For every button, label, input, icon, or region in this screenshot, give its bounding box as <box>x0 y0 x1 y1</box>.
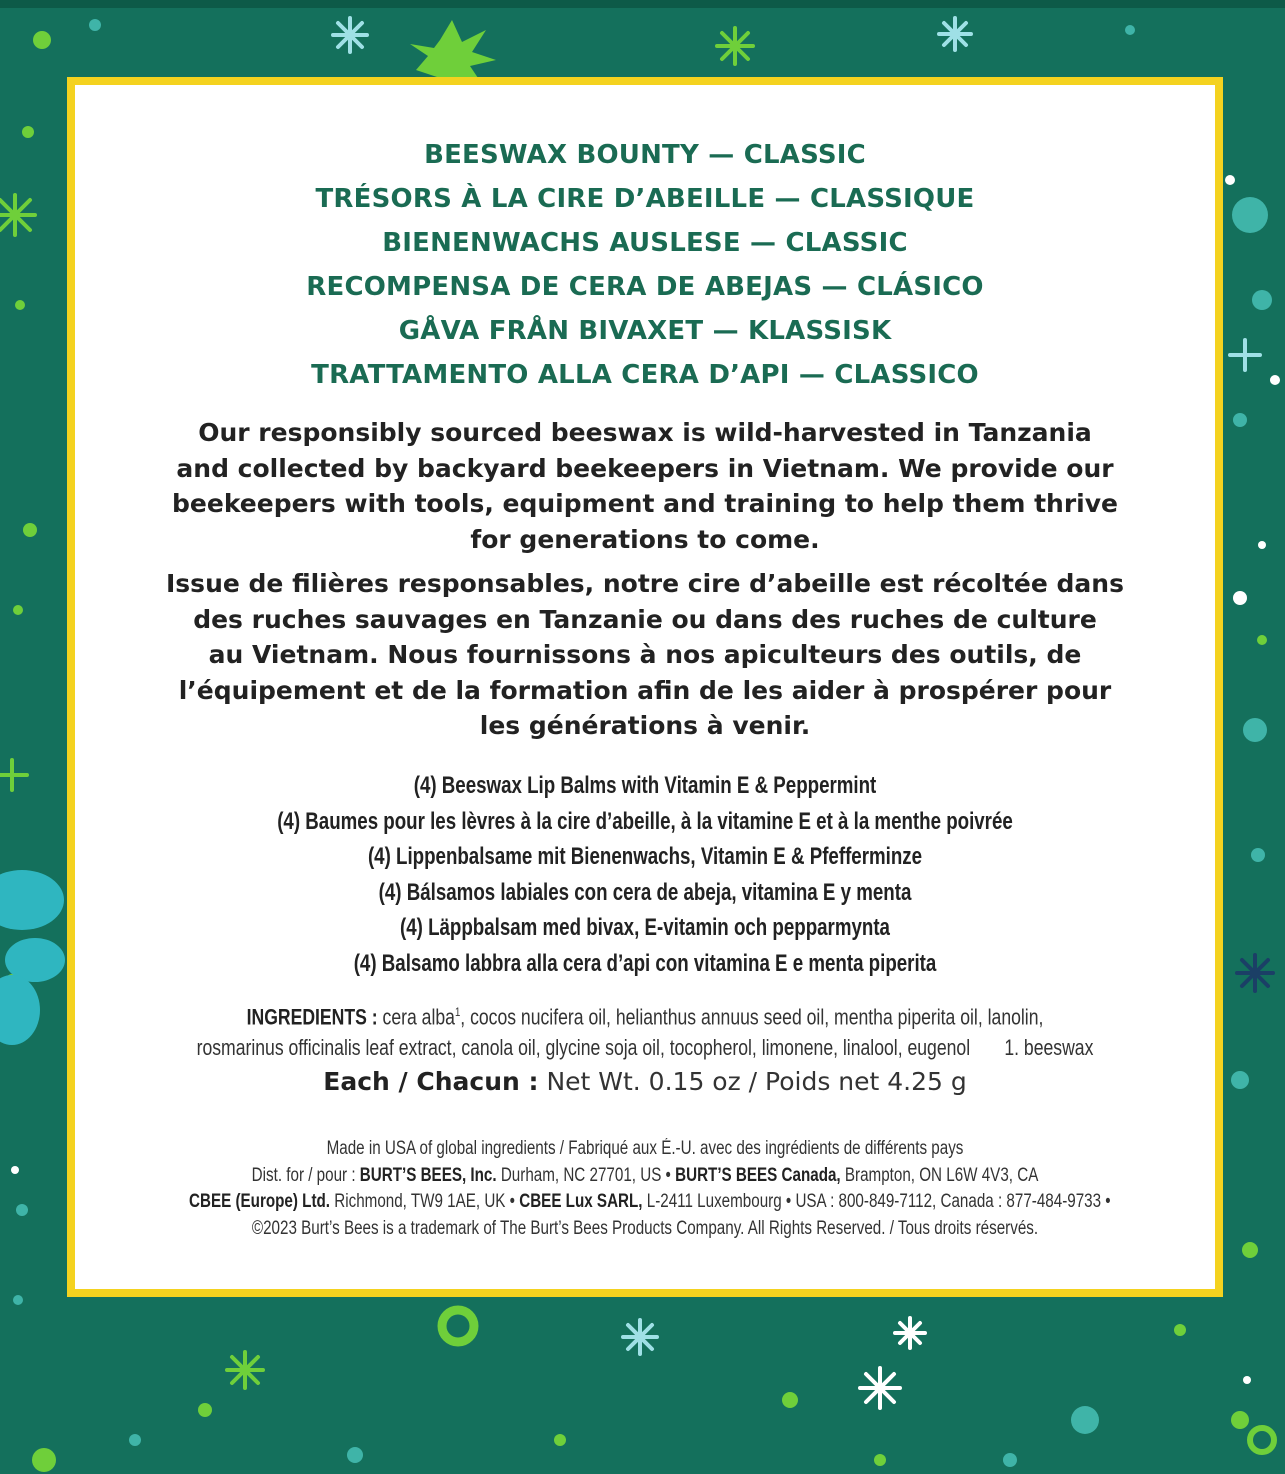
ingredients-footnote: 1. beeswax <box>1004 1035 1094 1060</box>
product-line-es: (4) Bálsamos labiales con cera de abeja, vitamina E y menta <box>378 878 912 906</box>
ingredients-block <box>75 994 1215 1066</box>
product-line-de: (4) Lippenbalsame mit Bienenwachs, Vitamin E & Pfefferminze <box>367 843 923 870</box>
ingredients-label: INGREDIENTS : <box>246 1004 378 1030</box>
ingredients-text: , cocos nucifera oil, helianthus annuus seed oil, mentha piperita oil, lanolin, <box>460 1004 1044 1030</box>
description-line: and collected by backyard beekeepers in Vietnam. We provide our <box>176 453 1114 483</box>
legal-distributor <box>189 1163 1101 1190</box>
title-en: BEESWAX BOUNTY — CLASSIC <box>424 140 866 170</box>
legal-company: CBEE Lux SARL, <box>519 1191 643 1212</box>
label-panel <box>67 77 1223 1297</box>
net-weight-label: Each / Chacun : <box>323 1067 539 1096</box>
product-contents-list <box>75 768 1215 981</box>
legal-info <box>75 1136 1215 1242</box>
description-line: Our responsibly sourced beeswax is wild-harvested in Tanzania <box>198 418 1092 447</box>
ingredient-first: cera alba <box>382 1004 455 1030</box>
description-line: des ruches sauvages en Tanzanie ou dans des ruches de culture <box>193 604 1097 634</box>
description-line: Issue de filières responsables, notre cire d’abeille est récoltée dans <box>166 569 1124 598</box>
product-line-sv: (4) Läppbalsam med bivax, E-vitamin och pepparmynta <box>400 914 890 941</box>
title-fr: TRÉSORS À LA CIRE D’ABEILLE — CLASSIQUE <box>315 184 975 214</box>
legal-text: Brampton, ON L6W 4V3, CA <box>840 1164 1039 1186</box>
legal-company: CBEE (Europe) Ltd. <box>189 1191 331 1212</box>
description-line: for generations to come. <box>470 524 820 554</box>
product-line-fr: (4) Baumes pour les lèvres à la cire d’abeille, à la vitamine E et à la menthe poivrée <box>277 807 1013 835</box>
legal-europe <box>189 1189 1111 1216</box>
net-weight-value: Net Wt. 0.15 oz / Poids net 4.25 g <box>546 1067 967 1096</box>
ingredients-line-1 <box>189 994 1101 1030</box>
legal-company: BURT’S BEES, Inc. <box>359 1164 497 1186</box>
description-line: les générations à venir. <box>479 711 811 740</box>
description-line: au Vietnam. Nous fournissons à nos apiculteurs des outils, de <box>208 640 1082 669</box>
legal-text: Durham, NC 27701, US • <box>496 1164 676 1186</box>
net-weight <box>75 1067 1215 1096</box>
description-line: l’équipement et de la formation afin de les aider à prospérer pour <box>178 675 1112 705</box>
product-line-it: (4) Balsamo labbra alla cera d’api con vitamina E e menta piperita <box>353 949 937 977</box>
product-line-en: (4) Beeswax Lip Balms with Vitamin E & Peppermint <box>413 772 877 799</box>
description-english <box>115 415 1175 557</box>
ingredient-footnote-marker: 1 <box>454 1005 461 1019</box>
legal-origin: Made in USA of global ingredients / Fabriqué aux É.-U. avec des ingrédients de différents pays <box>326 1138 964 1159</box>
ingredients-text: rosmarinus officinalis leaf extract, canola oil, glycine soja oil, tocopherol, limonene, linalool, eugenol <box>196 1035 971 1060</box>
legal-text: Richmond, TW9 1AE, UK • <box>330 1191 520 1212</box>
legal-company: BURT’S BEES Canada, <box>675 1164 841 1186</box>
description-french <box>115 566 1175 744</box>
title-es: RECOMPENSA DE CERA DE ABEJAS — CLÁSICO <box>306 272 984 302</box>
legal-text: L-2411 Luxembourg • USA : 800-849-7112, Canada : 877-484-9733 • <box>642 1191 1111 1212</box>
title-de: BIENENWACHS AUSLESE — CLASSIC <box>382 228 908 258</box>
ingredients-line-2 <box>189 1030 1101 1066</box>
description-line: beekeepers with tools, equipment and training to help them thrive <box>172 489 1118 518</box>
title-sv: GÅVA FRÅN BIVAXET — KLASSISK <box>398 316 892 346</box>
product-titles <box>75 137 1215 401</box>
title-it: TRATTAMENTO ALLA CERA D’API — CLASSICO <box>311 360 979 390</box>
legal-text: Dist. for / pour : <box>251 1164 360 1186</box>
legal-copyright: ©2023 Burt’s Bees is a trademark of The Burt’s Bees Products Company. All Rights Reserved. / Tous droits réservés. <box>251 1217 1039 1239</box>
